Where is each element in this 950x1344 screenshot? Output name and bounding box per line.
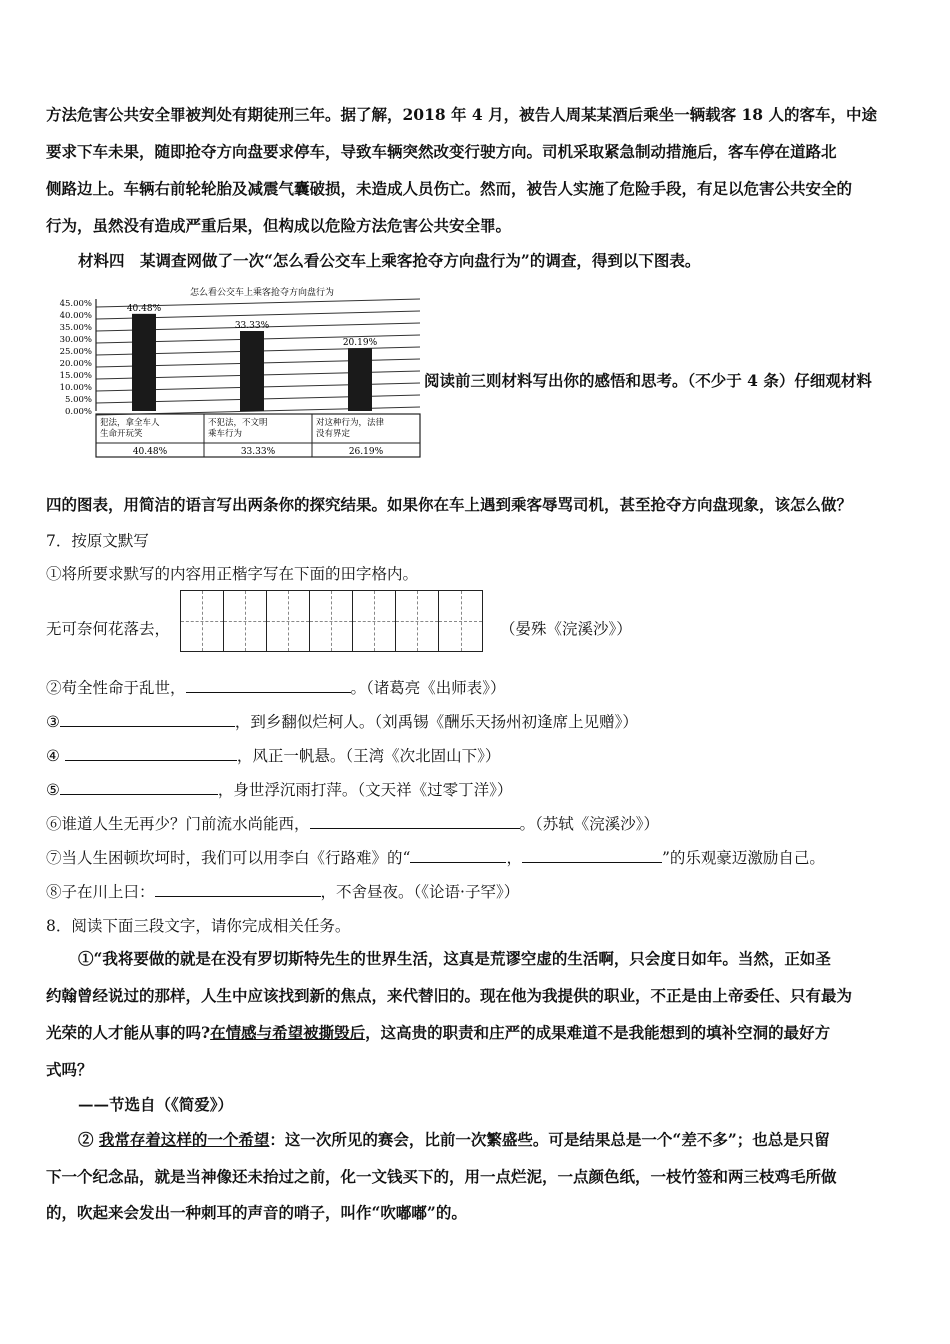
excerpt-2-line-1 [78, 1128, 830, 1150]
y-tick-label: 20.00% [59, 359, 92, 369]
excerpt-2-line-3: 的，吹起来会发出一种刺耳的声音的哨子，叫作“吹嘟嘟”的。 [46, 1203, 467, 1222]
recite-item-4-lead: ④ [46, 747, 65, 765]
question-six-text: 阅读前三则材料写出你的感悟和思考。（不少于 4 条）仔细观材料 [424, 371, 872, 390]
category-label: 没有界定 [316, 429, 351, 439]
passage-line-2: 要求下车未果，随即抢夺方向盘要求停车，导致车辆突然改变行驶方向。司机采取紧急制动措施后，客车停在道路北 [46, 142, 837, 161]
grid-cell[interactable] [439, 591, 482, 651]
y-tick-label: 45.00% [59, 299, 92, 309]
bar-2 [240, 331, 264, 411]
grid-cell[interactable] [396, 591, 439, 651]
recite-item-3-lead: ③ [46, 713, 60, 731]
grid-cell[interactable] [353, 591, 396, 651]
bar-value-label: 20.19% [342, 338, 378, 349]
recite-item-2-tail: 。（诸葛亮《出师表》） [350, 679, 506, 697]
table-value: 40.48% [132, 447, 168, 457]
answer-blank[interactable] [310, 814, 520, 829]
grid-cell[interactable] [181, 591, 224, 651]
excerpt-1-line-4: 式吗？ [46, 1060, 93, 1079]
excerpt-2-line-2: 下一个纪念品，就是当神像还未抬过之前，化一文钱买下的，用一点烂泥，一点颜色纸，一枝竹签和两三枝鸡毛所做 [46, 1167, 837, 1186]
recite-item-7 [46, 846, 825, 868]
category-label: 生命开玩笑 [100, 429, 143, 439]
excerpt-1-line-1: ①“我将要做的就是在没有罗切斯特先生的世界生活，这真是荒谬空虚的生活啊，只会度日如年。当然，正如圣 [78, 949, 831, 968]
recite-item-7-tail: ”的乐观豪迈激励自己。 [661, 849, 825, 867]
answer-blank[interactable] [60, 780, 218, 795]
recite-item-2 [46, 676, 506, 698]
excerpt-1-line-3-lead: 光荣的人才能从事的吗? [46, 1023, 211, 1042]
category-label: 对这种行为，法律 [316, 418, 385, 428]
question-six-continue: 四的图表，用简洁的语言写出两条你的探究结果。如果你在车上遇到乘客辱骂司机，甚至抢夺方向盘现象，该怎么做？ [46, 495, 853, 514]
excerpt-1-source: ——节选自（《简爱》） [78, 1095, 234, 1114]
recite-item-8-tail: ，不舍昼夜。（《论语·子罕》） [320, 883, 520, 901]
y-tick-label: 15.00% [59, 371, 92, 381]
y-tick-label: 40.00% [59, 311, 92, 321]
underlined-phrase: 我常存着这样的一个希望 [98, 1130, 270, 1149]
question-seven-instruction: ①将所要求默写的内容用正楷字写在下面的田字格内。 [46, 565, 419, 583]
y-tick-label: 25.00% [59, 347, 92, 357]
tianzi-grid[interactable] [180, 590, 483, 652]
recite-item-3 [46, 710, 638, 732]
recite-item-2-lead: ②苟全性命于乱世， [46, 679, 186, 697]
recite-item-5 [46, 778, 512, 800]
recite-item-7-comma: ， [506, 849, 522, 867]
table-value: 26.19% [348, 447, 384, 457]
answer-blank[interactable] [410, 848, 506, 863]
chart-y-ticks [60, 299, 92, 417]
bar-3 [348, 348, 372, 411]
excerpt-1-line-3 [46, 1021, 830, 1043]
bar-value-label: 40.48% [126, 303, 162, 314]
y-tick-label: 0.00% [64, 407, 92, 417]
y-tick-label: 5.00% [64, 395, 92, 405]
grid-cell[interactable] [310, 591, 353, 651]
y-tick-label: 30.00% [59, 335, 92, 345]
recite-item-5-tail: ，身世浮沉雨打萍。（文天祥《过零丁洋》） [217, 781, 513, 799]
chart-data-table [96, 414, 420, 457]
y-tick-label: 35.00% [59, 323, 92, 333]
recite-item-5-lead: ⑤ [46, 781, 60, 799]
category-label: 犯法，拿全车人 [100, 418, 160, 428]
survey-chart [52, 283, 424, 463]
answer-blank[interactable] [522, 848, 662, 863]
answer-blank[interactable] [186, 678, 351, 693]
grid-cell[interactable] [224, 591, 267, 651]
passage-line-1: 方法危害公共安全罪被判处有期徒刑三年。据了解，2018 年 4 月，被告人周某某酒后乘坐一辆载客 18 人的客车，中途 [46, 105, 877, 124]
table-value: 33.33% [240, 447, 276, 457]
bar-value-label: 33.33% [234, 321, 270, 332]
recite-item-8-lead: ⑧子在川上曰： [46, 883, 155, 901]
answer-blank[interactable] [65, 746, 237, 761]
recite-item-4 [46, 744, 500, 766]
recite-item-3-tail: ，到乡翻似烂柯人。（刘禹锡《酬乐天扬州初逢席上见赠》） [234, 713, 638, 731]
y-tick-label: 10.00% [59, 383, 92, 393]
excerpt-1-line-2: 约翰曾经说过的那样，人生中应该找到新的焦点，来代替旧的。现在他为我提供的职业，不正是由上帝委任、只有最为 [46, 986, 853, 1005]
material-four: 材料四 某调查网做了一次“怎么看公交车上乘客抢夺方向盘行为”的调查，得到以下图表。 [78, 251, 701, 270]
passage-line-4: 行为，虽然没有造成严重后果，但构成以危险方法危害公共安全罪。 [46, 216, 512, 235]
recite-item-4-tail: ，风正一帆悬。（王湾《次北固山下》） [236, 747, 501, 765]
recite-item-6-lead: ⑥谁道人生无再少？门前流水尚能西， [46, 815, 310, 833]
excerpt-1-line-3-tail: ，这高贵的职责和庄严的成果难道不是我能想到的填补空洞的最好方 [365, 1023, 831, 1042]
question-seven-title: 7．按原文默写 [46, 532, 149, 550]
question-eight-title: 8．阅读下面三段文字，请你完成相关任务。 [46, 917, 351, 935]
recite-item-7-lead: ⑦当人生困顿坎坷时，我们可以用李白《行路难》的“ [46, 849, 411, 867]
passage-line-3: 侧路边上。车辆右前轮轮胎及减震气囊破损，未造成人员伤亡。然而，被告人实施了危险手段，有足以危害公共安全的 [46, 179, 853, 198]
recite-item-8 [46, 880, 519, 902]
answer-blank[interactable] [60, 712, 235, 727]
bar-1 [132, 314, 156, 411]
grid-prefix-text: 无可奈何花落去， [46, 620, 171, 638]
excerpt-2-line-1-tail: ：这一次所见的赛会，比前一次繁盛些。可是结果总是一个“差不多”；也总是只留 [269, 1130, 830, 1149]
grid-source: （晏殊《浣溪沙》） [500, 620, 632, 638]
category-label: 乘车行为 [208, 429, 243, 439]
grid-cell[interactable] [267, 591, 310, 651]
chart-title: 怎么看公交车上乘客抢夺方向盘行为 [189, 288, 335, 298]
recite-item-6-tail: 。（苏轼《浣溪沙》） [519, 815, 660, 833]
excerpt-2-line-1-lead: ② [78, 1130, 99, 1149]
answer-blank[interactable] [155, 882, 321, 897]
underlined-phrase: 在情感与希望被撕毁后 [210, 1023, 366, 1042]
recite-item-6 [46, 812, 659, 834]
category-label: 不犯法，不文明 [208, 418, 268, 428]
